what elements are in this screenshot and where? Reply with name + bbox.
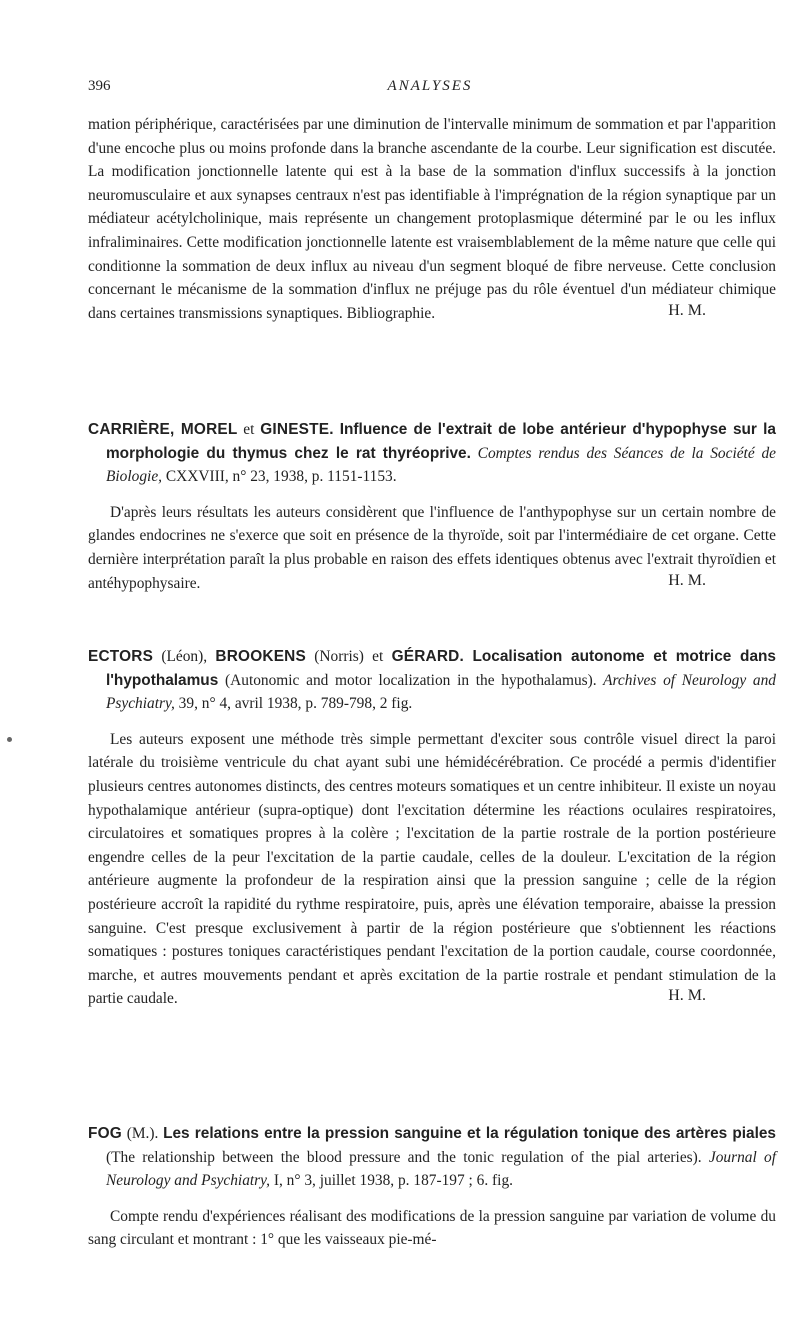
entry-authors-2: GINESTE — [260, 421, 330, 438]
margin-mark — [7, 737, 12, 742]
entry-first-name: (Léon), — [153, 648, 216, 665]
entry-body-text: Les auteurs exposent une méthode très simple permettant d'exciter sous contrôle visuel direct la paroi latérale du troisième ventricule du chat ayant subi une hémidécérébration. Ce procédé a permis d'identifier plusieurs centres autonomes distincts, des centres moteurs somatiques et un centre inhibiteur. Il existe un noyau hypothalamique antérieur (supra-optique) dont l'excitation détermine les réactions oculaires respiratoires, circulatoires et somatiques propres à la colère ; l'excitation de la partie rostrale de la portion postérieure engendre celles de la peur l'excitation de la partie caudale, celles de la douleur. L'excitation de la région antérieure augmente la profondeur de la respiration ainsi que la pression sanguine ; celle de la région postérieure accroît la rapidité du rythme respiratoire, puis, après une élévation temporaire, abaisse la pression sanguine. C'est presque exclusivement à partir de la région postérieure que s'obtiennent les réactions somatiques : postures toniques caractéristiques pendant l'excitation de la portion caudale, course coordonnée, marche, et autres mouvements pendant et après excitation de la partie rostrale et pendant stimulation de la partie caudale. — [88, 730, 776, 1008]
entry-signature: H. M. — [668, 987, 706, 1005]
entry-authors: CARRIÈRE, MOREL — [88, 421, 238, 438]
entry-title: Les relations entre la pression sanguine et la régulation tonique des artères piales — [163, 1125, 776, 1142]
entry-body-text: D'après leurs résultats les auteurs considèrent que l'influence de l'anthypophyse sur un certain nombre de glandes endocrines ne s'exerce que soit en présence de la thyroïde, soit par l'intermédiaire de cet organe. Cette dernière interprétation paraît la plus probable en raison des effets identiques obtenus avec l'extrait thyroïdien et antéhypophysaire. — [88, 503, 776, 592]
intro-text: mation périphérique, caractérisées par une diminution de l'intervalle minimum de sommation et par l'apparition d'une encoche plus ou moins profonde dans la branche ascendante de la courbe. Leur signification est discutée. La modification jonctionnelle latente qui est à la base de la sommation d'influx successifs à la jonction neuromusculaire et aux synapses centraux n'est pas identifiable à l'imprégnation de la région synaptique par un médiateur acétylcholinique, mais représente un changement protoplasmique déterminé par le ou les influx infraliminaires. Cette modification jonctionnelle latente est vraisemblablement de la même nature que celle qui conditionne la sommation de deux influx au niveau d'un segment bloqué de fibre nerveuse. Cette conclusion concernant le mécanisme de la sommation d'influx ne préjuge pas du rôle éventuel d'un médiateur chimique dans certaines transmissions synaptiques. Bibliographie. — [88, 116, 776, 322]
entry-ectors — [88, 645, 776, 1011]
entry-carriere — [88, 418, 776, 595]
entry-connector: et — [237, 421, 261, 438]
entry-citation: 39, n° 4, avril 1938, p. 789-798, 2 fig. — [174, 695, 413, 713]
intro-paragraph — [88, 113, 776, 325]
intro-signature: H. M. — [668, 301, 706, 319]
entry-journal: Comptes rendus des Séances de la Société de Biologie, — [106, 444, 776, 486]
entry-title: . Influence de l'extrait de lobe antérieur d'hypophyse sur la morphologie du thymus chez le rat thyréoprive. — [106, 421, 776, 462]
entry-body — [88, 728, 776, 1011]
entry-reference — [88, 1122, 776, 1193]
entry-first-name: (M.). — [121, 1125, 164, 1142]
entry-signature: H. M. — [668, 571, 706, 589]
entry-citation: I, n° 3, juillet 1938, p. 187-197 ; 6. fig. — [270, 1172, 513, 1190]
entry-authors-3: GÉRARD — [391, 648, 460, 665]
entry-first-name-2: (Norris) — [305, 648, 373, 665]
entry-authors: ECTORS — [88, 648, 154, 665]
page-number: 396 — [88, 78, 111, 94]
entry-translation: (Autonomic and motor localization in the hypothalamus). — [218, 671, 597, 689]
entry-citation: CXXVIII, n° 23, 1938, p. 1151-1153. — [162, 468, 397, 486]
entry-connector: et — [372, 648, 392, 665]
entry-journal: Journal of Neurology and Psychiatry, — [106, 1148, 777, 1190]
entry-reference — [88, 418, 776, 489]
entry-journal: Archives of Neurology and Psychiatry, — [106, 671, 776, 713]
entry-authors-2: BROOKENS — [215, 648, 306, 665]
entry-authors: FOG — [88, 1125, 122, 1142]
entry-body — [88, 1205, 776, 1252]
running-header — [88, 78, 772, 100]
entry-body-text: Compte rendu d'expériences réalisant des modifications de la pression sanguine par variation de volume du sang circulant et montrant : 1° que les vaisseaux pie-mé- — [88, 1207, 776, 1249]
intro-section — [88, 113, 776, 325]
entry-translation: (The relationship between the blood pressure and the tonic regulation of the pial arteries). — [106, 1148, 702, 1166]
entry-fog — [88, 1122, 776, 1252]
entry-reference — [88, 645, 776, 716]
entry-title: . Localisation autonome et motrice dans l'hypothalamus — [106, 648, 776, 689]
running-title: ANALYSES — [387, 78, 473, 94]
